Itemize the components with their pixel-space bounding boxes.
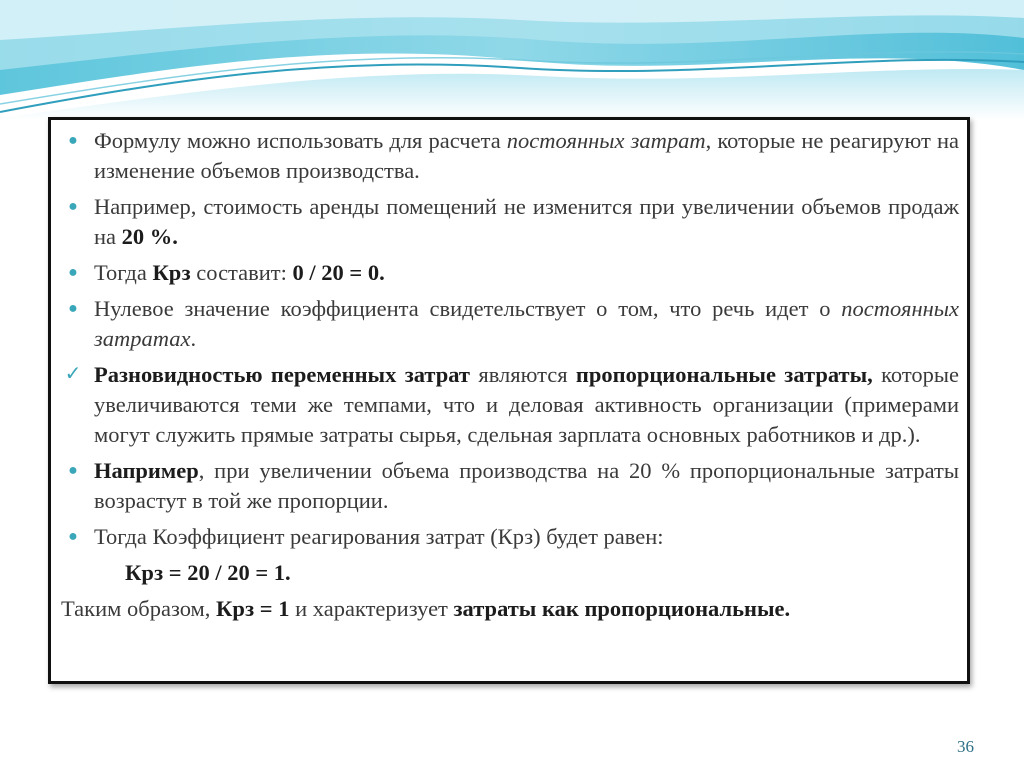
content-box [48,117,970,684]
conclusion-line [61,594,959,624]
item-emphasis: постоянных затрат [506,128,706,153]
item-formula: 0 / 20 = 0. [292,260,385,285]
header-wave-decoration [0,0,1024,120]
item-text: Например, стоимость аренды помещений не изменится при увеличении объемов продаж на [94,194,959,249]
slide-number: 36 [957,737,974,756]
list-item [61,294,959,354]
item-formula: Крз = 20 / 20 = 1. [125,560,291,585]
dot-bullet-icon: ● [68,132,78,149]
item-text: Формулу можно использовать для расчета [94,128,507,153]
list-item [61,192,959,252]
item-text: и характеризует [289,596,454,621]
item-text: . [190,326,197,351]
item-text: Тогда Коэффициент реагирования затрат (Крз) будет равен: [94,524,664,549]
item-text: , при увеличении объема производства на 20 % пропорциональные затраты возрастут в той же пропорции. [94,458,959,513]
item-number: 20 %. [121,224,178,249]
item-text: которые увеличиваются теми же темпами, что и деловая активность организации (примерами могут служить прямые затраты сырья, сдельная зарплата основных работников и др.). [94,362,960,447]
check-bullet-icon: ✓ [64,363,82,385]
formula-line [61,558,959,588]
list-item [61,522,959,552]
item-bold: Например [94,458,199,483]
dot-bullet-icon: ● [68,528,78,545]
item-text: являются [470,362,576,387]
item-bold: Разновидностью переменных затрат [94,362,470,387]
item-text: Таким образом, [61,596,217,621]
item-text: составит: [190,260,293,285]
list-item [61,258,959,288]
item-formula: Крз = 1 [216,596,290,621]
item-bold: Крз [152,260,191,285]
dot-bullet-icon: ● [68,264,78,281]
item-emphasis: постоянных затратах [94,296,959,351]
item-bold: затраты как пропорциональные. [453,596,791,621]
item-text: Нулевое значение коэффициента свидетельствует о том, что речь идет о [94,296,842,321]
item-bold: пропорциональные затраты, [575,362,873,387]
list-item [61,126,959,186]
item-text: Тогда [94,260,153,285]
list-item [61,456,959,516]
dot-bullet-icon: ● [68,462,78,479]
list-item [61,360,959,450]
dot-bullet-icon: ● [68,198,78,215]
item-text: , которые не реагируют на изменение объемов производства. [94,128,959,183]
dot-bullet-icon: ● [68,300,78,317]
